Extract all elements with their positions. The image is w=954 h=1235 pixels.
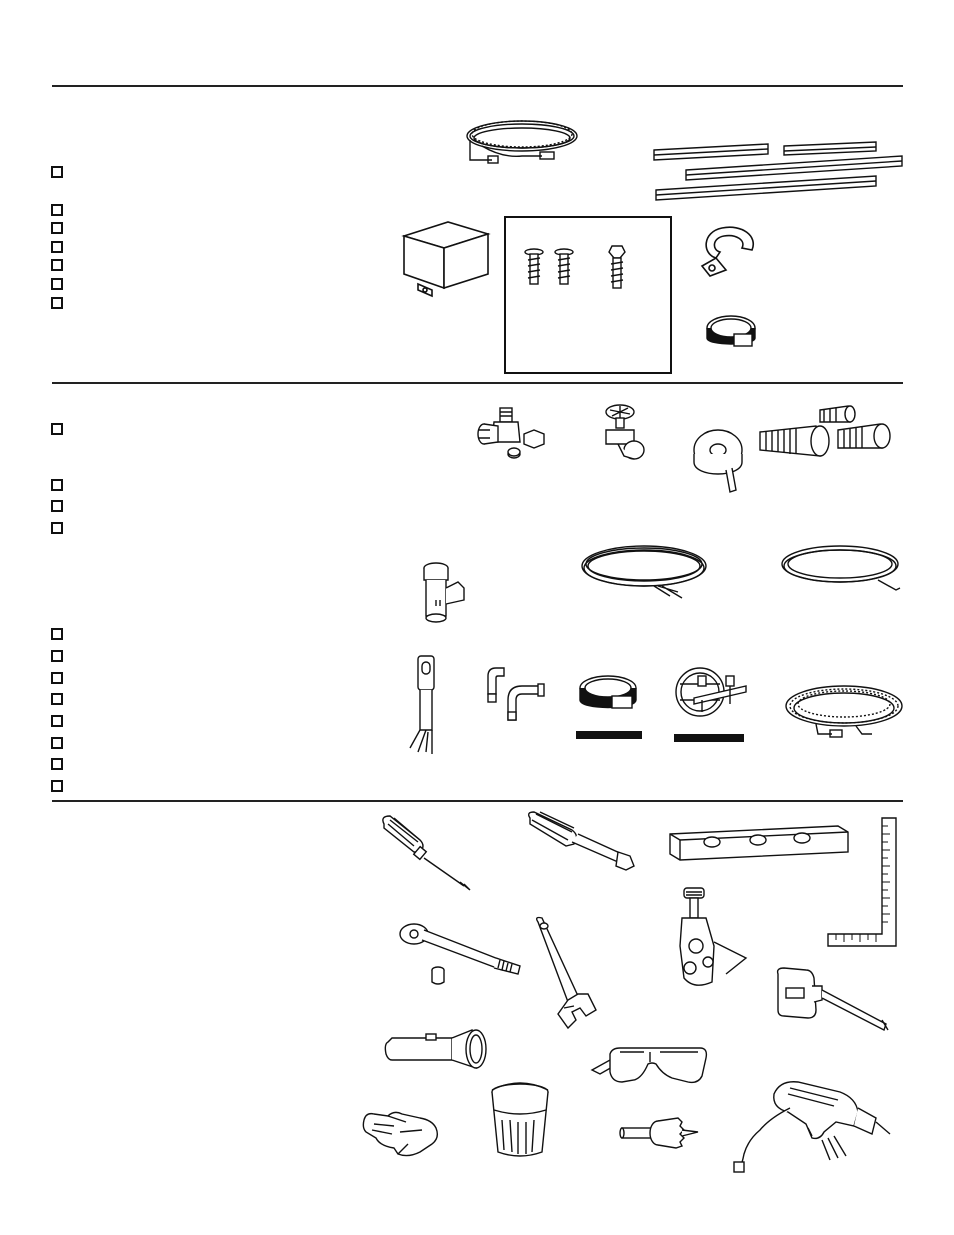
checkbox[interactable]: [51, 204, 63, 216]
safety-glasses-icon: [590, 1042, 710, 1086]
junction-box-icon: [398, 218, 494, 302]
screws-kit-icon: [504, 216, 672, 374]
hole-saw-icon: [618, 1108, 702, 1158]
checkbox[interactable]: [51, 259, 63, 271]
item-label-bar: [674, 734, 744, 742]
coiled-water-line-icon: [462, 112, 582, 172]
section-divider-bottom: [52, 800, 903, 802]
drain-tee-icon: [418, 560, 470, 628]
section-divider-middle: [52, 382, 903, 384]
shutoff-valve-icon: [598, 402, 648, 464]
checkbox[interactable]: [51, 693, 63, 705]
checkbox[interactable]: [51, 479, 63, 491]
adjustable-wrench-icon: [530, 914, 610, 1034]
phillips-screwdriver-icon: [380, 814, 476, 892]
gloves-icon: [360, 1102, 442, 1160]
band-clamp-icon: [576, 672, 640, 720]
checkbox[interactable]: [51, 780, 63, 792]
trim-strips-icon: [650, 138, 908, 210]
checkbox[interactable]: [51, 737, 63, 749]
checkbox[interactable]: [51, 758, 63, 770]
hose-clamp-icon: [704, 310, 758, 354]
cord-strain-relief-icon: [404, 652, 448, 756]
flashlight-icon: [382, 1026, 492, 1072]
wire-nuts-icon: [754, 404, 896, 464]
checkbox[interactable]: [51, 672, 63, 684]
checkbox[interactable]: [51, 650, 63, 662]
cable-clamp-icon: [696, 218, 760, 280]
bucket-icon: [488, 1080, 552, 1160]
copper-tubing-coil-icon: [778, 542, 906, 598]
tubing-cutter-icon: [674, 886, 750, 996]
nut-driver-icon: [526, 810, 638, 874]
elbow-fittings-icon: [484, 664, 548, 726]
tape-measure-icon: [772, 966, 892, 1034]
carpenters-square-icon: [826, 816, 898, 948]
checkbox[interactable]: [51, 222, 63, 234]
power-drill-icon: [730, 1078, 894, 1174]
checkbox[interactable]: [51, 522, 63, 534]
electrical-cable-coil-icon: [578, 542, 712, 602]
flexible-hose-coil-icon: [782, 680, 910, 742]
cable-connector-icon: [670, 662, 750, 722]
checkbox[interactable]: [51, 423, 63, 435]
ratchet-socket-icon: [396, 916, 524, 988]
checkbox[interactable]: [51, 166, 63, 178]
checkbox[interactable]: [51, 297, 63, 309]
item-label-bar: [576, 731, 642, 739]
checkbox[interactable]: [51, 500, 63, 512]
teflon-tape-icon: [690, 424, 748, 496]
checkbox[interactable]: [51, 628, 63, 640]
checkbox[interactable]: [51, 241, 63, 253]
valve-fitting-icon: [474, 406, 548, 466]
checkbox[interactable]: [51, 715, 63, 727]
level-icon: [668, 822, 852, 860]
checkbox[interactable]: [51, 278, 63, 290]
section-divider-top: [52, 85, 903, 87]
